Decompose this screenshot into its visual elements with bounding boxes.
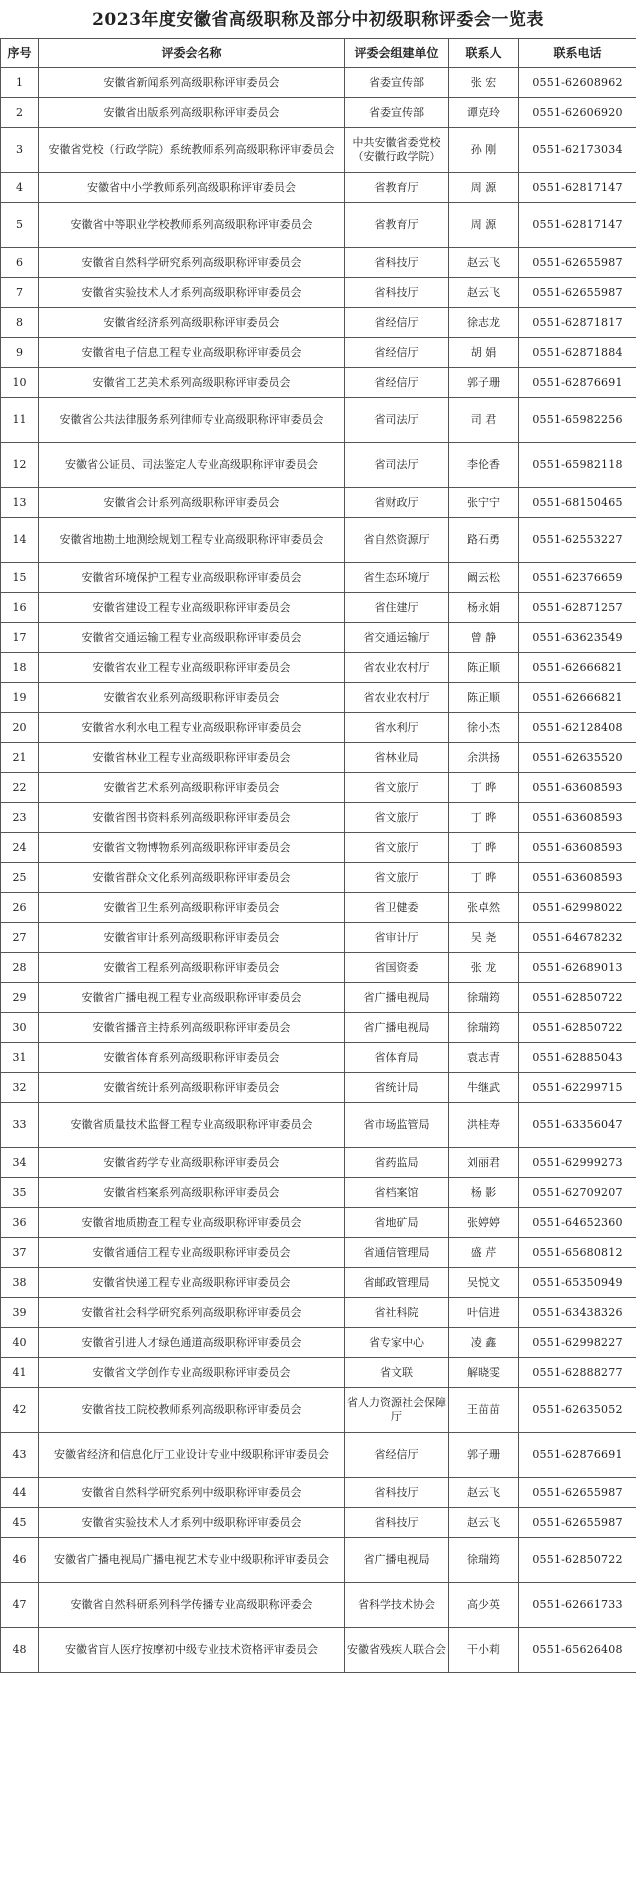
cell-unit: 省广播电视局 (345, 1013, 449, 1043)
cell-person: 赵云飞 (449, 248, 519, 278)
cell-no: 46 (1, 1538, 39, 1583)
cell-phone: 0551-63608593 (519, 833, 636, 863)
cell-person: 阚云松 (449, 563, 519, 593)
cell-no: 1 (1, 68, 39, 98)
table-row (1, 773, 636, 803)
cell-phone: 0551-62998227 (519, 1328, 636, 1358)
cell-phone: 0551-62817147 (519, 173, 636, 203)
cell-name: 安徽省工艺美术系列高级职称评审委员会 (39, 368, 345, 398)
header-no: 序号 (1, 39, 39, 68)
table-row (1, 923, 636, 953)
cell-name: 安徽省党校（行政学院）系统教师系列高级职称评审委员会 (39, 128, 345, 173)
cell-unit: 省广播电视局 (345, 1538, 449, 1583)
table-row (1, 443, 636, 488)
cell-unit: 中共安徽省委党校（安徽行政学院） (345, 128, 449, 173)
cell-name: 安徽省农业系列高级职称评审委员会 (39, 683, 345, 713)
cell-unit: 省专家中心 (345, 1328, 449, 1358)
cell-phone: 0551-62871257 (519, 593, 636, 623)
cell-person: 孙 刚 (449, 128, 519, 173)
cell-name: 安徽省公共法律服务系列律师专业高级职称评审委员会 (39, 398, 345, 443)
cell-phone: 0551-62128408 (519, 713, 636, 743)
cell-phone: 0551-62689013 (519, 953, 636, 983)
cell-person: 张 龙 (449, 953, 519, 983)
table-row (1, 1328, 636, 1358)
cell-unit: 省统计局 (345, 1073, 449, 1103)
cell-person: 张卓然 (449, 893, 519, 923)
cell-unit: 省经信厅 (345, 338, 449, 368)
cell-no: 27 (1, 923, 39, 953)
cell-phone: 0551-62998022 (519, 893, 636, 923)
cell-person: 吴悦文 (449, 1268, 519, 1298)
table-row (1, 683, 636, 713)
cell-no: 2 (1, 98, 39, 128)
table-row (1, 953, 636, 983)
table-row (1, 338, 636, 368)
cell-phone: 0551-62876691 (519, 1433, 636, 1478)
cell-no: 13 (1, 488, 39, 518)
cell-no: 39 (1, 1298, 39, 1328)
cell-name: 安徽省统计系列高级职称评审委员会 (39, 1073, 345, 1103)
cell-phone: 0551-62553227 (519, 518, 636, 563)
cell-name: 安徽省快递工程专业高级职称评审委员会 (39, 1268, 345, 1298)
cell-phone: 0551-65982118 (519, 443, 636, 488)
cell-name: 安徽省建设工程专业高级职称评审委员会 (39, 593, 345, 623)
header-unit: 评委会组建单位 (345, 39, 449, 68)
cell-person: 洪桂寿 (449, 1103, 519, 1148)
cell-no: 43 (1, 1433, 39, 1478)
cell-unit: 省生态环境厅 (345, 563, 449, 593)
table-row (1, 1538, 636, 1583)
cell-no: 3 (1, 128, 39, 173)
cell-no: 26 (1, 893, 39, 923)
cell-no: 8 (1, 308, 39, 338)
cell-person: 徐小杰 (449, 713, 519, 743)
cell-person: 王苗苗 (449, 1388, 519, 1433)
cell-name: 安徽省药学专业高级职称评审委员会 (39, 1148, 345, 1178)
cell-phone: 0551-62655987 (519, 1508, 636, 1538)
table-row (1, 1148, 636, 1178)
table-row (1, 1298, 636, 1328)
cell-no: 11 (1, 398, 39, 443)
cell-no: 48 (1, 1628, 39, 1673)
cell-unit: 省广播电视局 (345, 983, 449, 1013)
cell-unit: 省经信厅 (345, 368, 449, 398)
cell-name: 安徽省会计系列高级职称评审委员会 (39, 488, 345, 518)
cell-person: 袁志青 (449, 1043, 519, 1073)
cell-phone: 0551-62608962 (519, 68, 636, 98)
cell-unit: 安徽省残疾人联合会 (345, 1628, 449, 1673)
cell-name: 安徽省艺术系列高级职称评审委员会 (39, 773, 345, 803)
cell-person: 徐瑞筠 (449, 1013, 519, 1043)
table-row (1, 1073, 636, 1103)
cell-person: 叶信进 (449, 1298, 519, 1328)
cell-person: 曾 静 (449, 623, 519, 653)
cell-person: 胡 娟 (449, 338, 519, 368)
cell-unit: 省财政厅 (345, 488, 449, 518)
table-row (1, 308, 636, 338)
cell-unit: 省经信厅 (345, 308, 449, 338)
cell-unit: 省农业农村厅 (345, 683, 449, 713)
cell-phone: 0551-65626408 (519, 1628, 636, 1673)
cell-unit: 省社科院 (345, 1298, 449, 1328)
cell-no: 47 (1, 1583, 39, 1628)
cell-phone: 0551-65350949 (519, 1268, 636, 1298)
cell-unit: 省科学技术协会 (345, 1583, 449, 1628)
cell-person: 干小莉 (449, 1628, 519, 1673)
cell-unit: 省交通运输厅 (345, 623, 449, 653)
cell-person: 张婷婷 (449, 1208, 519, 1238)
table-row (1, 173, 636, 203)
cell-name: 安徽省中小学教师系列高级职称评审委员会 (39, 173, 345, 203)
cell-name: 安徽省体育系列高级职称评审委员会 (39, 1043, 345, 1073)
table-row (1, 128, 636, 173)
cell-person: 盛 芹 (449, 1238, 519, 1268)
cell-phone: 0551-63608593 (519, 773, 636, 803)
cell-no: 20 (1, 713, 39, 743)
cell-phone: 0551-62888277 (519, 1358, 636, 1388)
table-row (1, 1178, 636, 1208)
cell-person: 周 源 (449, 173, 519, 203)
cell-phone: 0551-62655987 (519, 1478, 636, 1508)
cell-phone: 0551-65982256 (519, 398, 636, 443)
cell-no: 41 (1, 1358, 39, 1388)
cell-unit: 省科技厅 (345, 1478, 449, 1508)
cell-no: 6 (1, 248, 39, 278)
cell-unit: 省司法厅 (345, 443, 449, 488)
cell-person: 牛继武 (449, 1073, 519, 1103)
table-row (1, 398, 636, 443)
cell-no: 45 (1, 1508, 39, 1538)
cell-person: 路石勇 (449, 518, 519, 563)
cell-unit: 省地矿局 (345, 1208, 449, 1238)
table-row (1, 1043, 636, 1073)
cell-name: 安徽省技工院校教师系列高级职称评审委员会 (39, 1388, 345, 1433)
cell-no: 21 (1, 743, 39, 773)
cell-unit: 省通信管理局 (345, 1238, 449, 1268)
cell-phone: 0551-62376659 (519, 563, 636, 593)
cell-name: 安徽省实验技术人才系列中级职称评审委员会 (39, 1508, 345, 1538)
table-row (1, 1013, 636, 1043)
cell-phone: 0551-62666821 (519, 653, 636, 683)
cell-phone: 0551-62299715 (519, 1073, 636, 1103)
cell-unit: 省邮政管理局 (345, 1268, 449, 1298)
cell-person: 凌 鑫 (449, 1328, 519, 1358)
cell-no: 36 (1, 1208, 39, 1238)
cell-no: 24 (1, 833, 39, 863)
table-row (1, 248, 636, 278)
cell-phone: 0551-62885043 (519, 1043, 636, 1073)
cell-phone: 0551-62661733 (519, 1583, 636, 1628)
cell-person: 吴 尧 (449, 923, 519, 953)
cell-name: 安徽省经济系列高级职称评审委员会 (39, 308, 345, 338)
table-row (1, 893, 636, 923)
cell-unit: 省药监局 (345, 1148, 449, 1178)
cell-phone: 0551-63608593 (519, 863, 636, 893)
cell-no: 17 (1, 623, 39, 653)
cell-no: 10 (1, 368, 39, 398)
header-person: 联系人 (449, 39, 519, 68)
cell-no: 14 (1, 518, 39, 563)
cell-phone: 0551-68150465 (519, 488, 636, 518)
cell-no: 7 (1, 278, 39, 308)
cell-phone: 0551-62709207 (519, 1178, 636, 1208)
cell-person: 周 源 (449, 203, 519, 248)
cell-no: 31 (1, 1043, 39, 1073)
cell-person: 余洪扬 (449, 743, 519, 773)
cell-unit: 省文联 (345, 1358, 449, 1388)
cell-phone: 0551-62666821 (519, 683, 636, 713)
table-row (1, 983, 636, 1013)
cell-unit: 省人力资源社会保障厅 (345, 1388, 449, 1433)
cell-phone: 0551-62817147 (519, 203, 636, 248)
cell-name: 安徽省图书资料系列高级职称评审委员会 (39, 803, 345, 833)
cell-phone: 0551-62173034 (519, 128, 636, 173)
cell-name: 安徽省林业工程专业高级职称评审委员会 (39, 743, 345, 773)
cell-phone: 0551-65680812 (519, 1238, 636, 1268)
cell-no: 44 (1, 1478, 39, 1508)
cell-name: 安徽省自然科学研究系列中级职称评审委员会 (39, 1478, 345, 1508)
cell-no: 40 (1, 1328, 39, 1358)
cell-name: 安徽省播音主持系列高级职称评审委员会 (39, 1013, 345, 1043)
cell-phone: 0551-62876691 (519, 368, 636, 398)
cell-no: 19 (1, 683, 39, 713)
cell-unit: 省科技厅 (345, 278, 449, 308)
cell-no: 16 (1, 593, 39, 623)
cell-person: 郭子珊 (449, 368, 519, 398)
cell-person: 丁 晔 (449, 833, 519, 863)
cell-no: 33 (1, 1103, 39, 1148)
cell-person: 丁 晔 (449, 773, 519, 803)
cell-no: 12 (1, 443, 39, 488)
cell-no: 34 (1, 1148, 39, 1178)
cell-person: 郭子珊 (449, 1433, 519, 1478)
cell-person: 解晓雯 (449, 1358, 519, 1388)
cell-name: 安徽省自然科研系列科学传播专业高级职称评委会 (39, 1583, 345, 1628)
cell-person: 高少英 (449, 1583, 519, 1628)
table-row (1, 1238, 636, 1268)
cell-name: 安徽省盲人医疗按摩初中级专业技术资格评审委员会 (39, 1628, 345, 1673)
cell-no: 35 (1, 1178, 39, 1208)
cell-no: 23 (1, 803, 39, 833)
table-header-row (1, 39, 636, 68)
cell-no: 28 (1, 953, 39, 983)
table-row (1, 1388, 636, 1433)
cell-unit: 省林业局 (345, 743, 449, 773)
table-row (1, 563, 636, 593)
cell-name: 安徽省通信工程专业高级职称评审委员会 (39, 1238, 345, 1268)
cell-no: 9 (1, 338, 39, 368)
cell-no: 18 (1, 653, 39, 683)
cell-phone: 0551-63438326 (519, 1298, 636, 1328)
cell-name: 安徽省出版系列高级职称评审委员会 (39, 98, 345, 128)
table-row (1, 1508, 636, 1538)
cell-unit: 省审计厅 (345, 923, 449, 953)
cell-unit: 省文旅厅 (345, 833, 449, 863)
cell-no: 4 (1, 173, 39, 203)
cell-name: 安徽省地质勘查工程专业高级职称评审委员会 (39, 1208, 345, 1238)
table-row (1, 653, 636, 683)
table-row (1, 623, 636, 653)
document-title: 2023年度安徽省高级职称及部分中初级职称评委会一览表 (92, 10, 544, 30)
table-row (1, 1358, 636, 1388)
cell-no: 37 (1, 1238, 39, 1268)
committee-table (0, 38, 636, 1673)
cell-phone: 0551-64678232 (519, 923, 636, 953)
cell-phone: 0551-62635052 (519, 1388, 636, 1433)
table-row (1, 488, 636, 518)
cell-person: 丁 晔 (449, 863, 519, 893)
cell-name: 安徽省经济和信息化厅工业设计专业中级职称评审委员会 (39, 1433, 345, 1478)
cell-person: 徐瑞筠 (449, 983, 519, 1013)
cell-phone: 0551-62999273 (519, 1148, 636, 1178)
cell-person: 徐志龙 (449, 308, 519, 338)
cell-name: 安徽省审计系列高级职称评审委员会 (39, 923, 345, 953)
cell-phone: 0551-62606920 (519, 98, 636, 128)
cell-unit: 省文旅厅 (345, 803, 449, 833)
table-row (1, 1628, 636, 1673)
cell-unit: 省体育局 (345, 1043, 449, 1073)
cell-name: 安徽省中等职业学校教师系列高级职称评审委员会 (39, 203, 345, 248)
cell-phone: 0551-63356047 (519, 1103, 636, 1148)
cell-person: 司 君 (449, 398, 519, 443)
cell-person: 张 宏 (449, 68, 519, 98)
cell-name: 安徽省交通运输工程专业高级职称评审委员会 (39, 623, 345, 653)
cell-no: 29 (1, 983, 39, 1013)
cell-phone: 0551-63608593 (519, 803, 636, 833)
cell-person: 徐瑞筠 (449, 1538, 519, 1583)
cell-unit: 省文旅厅 (345, 863, 449, 893)
cell-person: 谭克玲 (449, 98, 519, 128)
cell-name: 安徽省水利水电工程专业高级职称评审委员会 (39, 713, 345, 743)
cell-name: 安徽省自然科学研究系列高级职称评审委员会 (39, 248, 345, 278)
cell-unit: 省委宣传部 (345, 68, 449, 98)
table-row (1, 1433, 636, 1478)
cell-name: 安徽省文学创作专业高级职称评审委员会 (39, 1358, 345, 1388)
cell-name: 安徽省档案系列高级职称评审委员会 (39, 1178, 345, 1208)
cell-unit: 省文旅厅 (345, 773, 449, 803)
table-row (1, 98, 636, 128)
cell-unit: 省住建厅 (345, 593, 449, 623)
table-row (1, 863, 636, 893)
table-row (1, 743, 636, 773)
cell-person: 张宁宁 (449, 488, 519, 518)
cell-name: 安徽省质量技术监督工程专业高级职称评审委员会 (39, 1103, 345, 1148)
table-row (1, 713, 636, 743)
cell-unit: 省卫健委 (345, 893, 449, 923)
cell-unit: 省国资委 (345, 953, 449, 983)
cell-no: 42 (1, 1388, 39, 1433)
cell-person: 赵云飞 (449, 1478, 519, 1508)
cell-person: 杨 影 (449, 1178, 519, 1208)
cell-unit: 省科技厅 (345, 248, 449, 278)
table-row (1, 278, 636, 308)
header-phone: 联系电话 (519, 39, 636, 68)
cell-name: 安徽省广播电视工程专业高级职称评审委员会 (39, 983, 345, 1013)
cell-no: 5 (1, 203, 39, 248)
cell-name: 安徽省广播电视局广播电视艺术专业中级职称评审委员会 (39, 1538, 345, 1583)
cell-unit: 省市场监管局 (345, 1103, 449, 1148)
cell-phone: 0551-62655987 (519, 248, 636, 278)
table-row (1, 368, 636, 398)
table-row (1, 203, 636, 248)
cell-no: 38 (1, 1268, 39, 1298)
cell-name: 安徽省社会科学研究系列高级职称评审委员会 (39, 1298, 345, 1328)
cell-no: 15 (1, 563, 39, 593)
table-row (1, 1103, 636, 1148)
cell-person: 杨永娟 (449, 593, 519, 623)
cell-name: 安徽省引进人才绿色通道高级职称评审委员会 (39, 1328, 345, 1358)
table-row (1, 1478, 636, 1508)
cell-person: 李伦香 (449, 443, 519, 488)
cell-phone: 0551-62850722 (519, 983, 636, 1013)
cell-name: 安徽省群众文化系列高级职称评审委员会 (39, 863, 345, 893)
cell-no: 22 (1, 773, 39, 803)
cell-phone: 0551-62655987 (519, 278, 636, 308)
cell-unit: 省经信厅 (345, 1433, 449, 1478)
cell-unit: 省司法厅 (345, 398, 449, 443)
cell-unit: 省档案馆 (345, 1178, 449, 1208)
cell-name: 安徽省公证员、司法鉴定人专业高级职称评审委员会 (39, 443, 345, 488)
cell-name: 安徽省电子信息工程专业高级职称评审委员会 (39, 338, 345, 368)
cell-person: 赵云飞 (449, 1508, 519, 1538)
cell-person: 赵云飞 (449, 278, 519, 308)
cell-unit: 省科技厅 (345, 1508, 449, 1538)
cell-person: 陈正顺 (449, 653, 519, 683)
header-name: 评委会名称 (39, 39, 345, 68)
table-row (1, 833, 636, 863)
cell-person: 刘丽君 (449, 1148, 519, 1178)
cell-unit: 省水利厅 (345, 713, 449, 743)
cell-person: 陈正顺 (449, 683, 519, 713)
cell-name: 安徽省实验技术人才系列高级职称评审委员会 (39, 278, 345, 308)
cell-unit: 省委宣传部 (345, 98, 449, 128)
table-row (1, 803, 636, 833)
table-row (1, 1268, 636, 1298)
table-row (1, 518, 636, 563)
cell-name: 安徽省地勘土地测绘规划工程专业高级职称评审委员会 (39, 518, 345, 563)
cell-person: 丁 晔 (449, 803, 519, 833)
cell-name: 安徽省工程系列高级职称评审委员会 (39, 953, 345, 983)
cell-unit: 省教育厅 (345, 173, 449, 203)
table-row (1, 593, 636, 623)
cell-no: 30 (1, 1013, 39, 1043)
cell-name: 安徽省环境保护工程专业高级职称评审委员会 (39, 563, 345, 593)
cell-name: 安徽省文物博物系列高级职称评审委员会 (39, 833, 345, 863)
cell-phone: 0551-62635520 (519, 743, 636, 773)
cell-phone: 0551-64652360 (519, 1208, 636, 1238)
cell-phone: 0551-62871884 (519, 338, 636, 368)
cell-phone: 0551-62850722 (519, 1538, 636, 1583)
cell-name: 安徽省卫生系列高级职称评审委员会 (39, 893, 345, 923)
table-row (1, 1583, 636, 1628)
cell-unit: 省自然资源厅 (345, 518, 449, 563)
table-row (1, 1208, 636, 1238)
cell-no: 32 (1, 1073, 39, 1103)
cell-name: 安徽省新闻系列高级职称评审委员会 (39, 68, 345, 98)
cell-phone: 0551-63623549 (519, 623, 636, 653)
cell-name: 安徽省农业工程专业高级职称评审委员会 (39, 653, 345, 683)
cell-unit: 省农业农村厅 (345, 653, 449, 683)
table-row (1, 68, 636, 98)
cell-no: 25 (1, 863, 39, 893)
cell-phone: 0551-62871817 (519, 308, 636, 338)
cell-unit: 省教育厅 (345, 203, 449, 248)
cell-phone: 0551-62850722 (519, 1013, 636, 1043)
